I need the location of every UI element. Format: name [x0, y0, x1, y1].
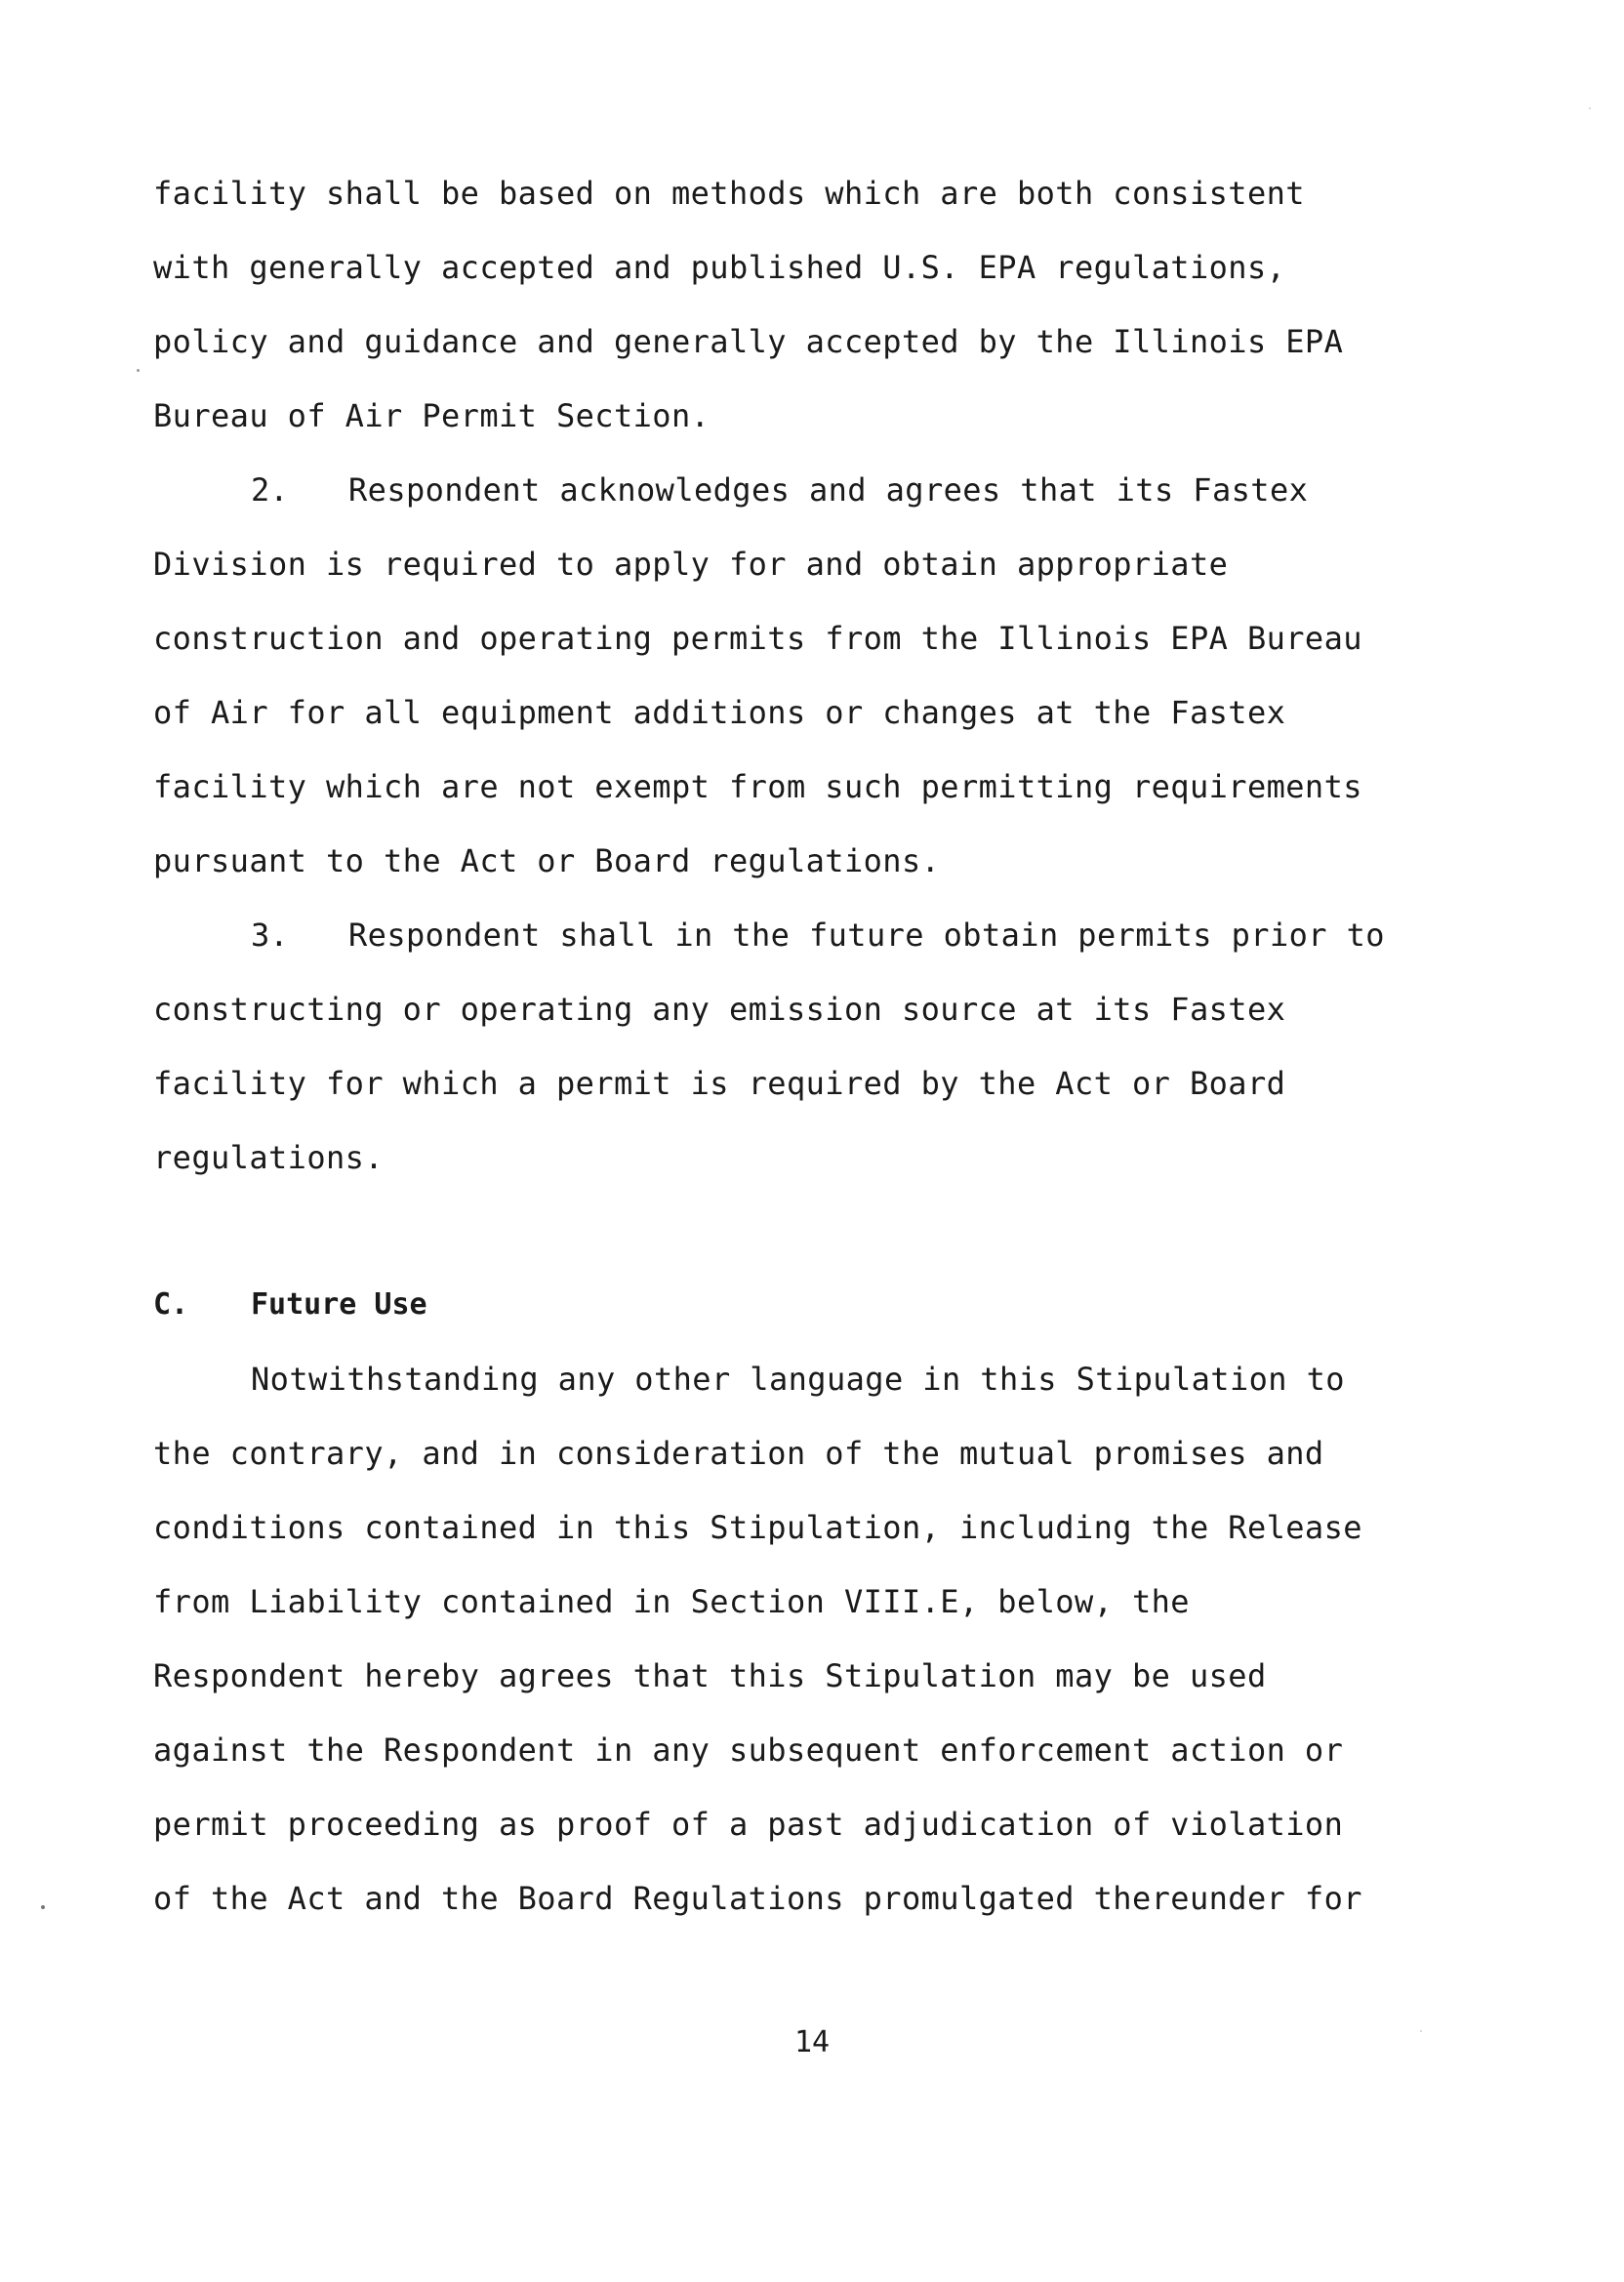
- body-line: facility which are not exempt from such permitting requirements: [153, 768, 1362, 805]
- body-line: against the Respondent in any subsequent enforcement action or: [153, 1732, 1344, 1769]
- body-line: the contrary, and in consideration of the mutual promises and: [153, 1435, 1324, 1472]
- scan-speck: [1420, 2030, 1422, 2032]
- body-line: Respondent acknowledges and agrees that its Fastex: [348, 471, 1309, 509]
- body-line: facility shall be based on methods which are both consistent: [153, 175, 1305, 212]
- body-line: of the Act and the Board Regulations promulgated thereunder for: [153, 1880, 1362, 1917]
- body-line: of Air for all equipment additions or changes at the Fastex: [153, 694, 1286, 731]
- body-line: conditions contained in this Stipulation, including the Release: [153, 1509, 1362, 1546]
- item-number-2: 2.: [251, 471, 289, 509]
- body-line: Division is required to apply for and obtain appropriate: [153, 546, 1229, 583]
- body-line: constructing or operating any emission source at its Fastex: [153, 991, 1286, 1028]
- item-number-3: 3.: [251, 917, 289, 954]
- body-line: pursuant to the Act or Board regulations.: [153, 842, 941, 879]
- body-line: with generally accepted and published U.S. EPA regulations,: [153, 249, 1286, 286]
- section-letter: C.: [153, 1287, 189, 1322]
- body-line: Respondent hereby agrees that this Stipulation may be used: [153, 1657, 1267, 1694]
- body-line: policy and guidance and generally accepted by the Illinois EPA: [153, 323, 1344, 360]
- body-line: from Liability contained in Section VIII.E, below, the: [153, 1583, 1190, 1620]
- scan-speck: [41, 1905, 45, 1909]
- body-line: regulations.: [153, 1139, 384, 1176]
- body-line: construction and operating permits from the Illinois EPA Bureau: [153, 620, 1362, 657]
- scan-speck: [137, 369, 140, 372]
- body-line: Notwithstanding any other language in this Stipulation to: [251, 1361, 1345, 1398]
- body-line: facility for which a permit is required by the Act or Board: [153, 1065, 1286, 1102]
- section-title: Future Use: [251, 1287, 427, 1322]
- scan-speck: [1589, 107, 1591, 109]
- body-line: permit proceeding as proof of a past adjudication of violation: [153, 1806, 1344, 1843]
- body-line: Bureau of Air Permit Section.: [153, 397, 710, 434]
- page-number: 14: [793, 2025, 831, 2059]
- body-line: Respondent shall in the future obtain permits prior to: [348, 917, 1385, 954]
